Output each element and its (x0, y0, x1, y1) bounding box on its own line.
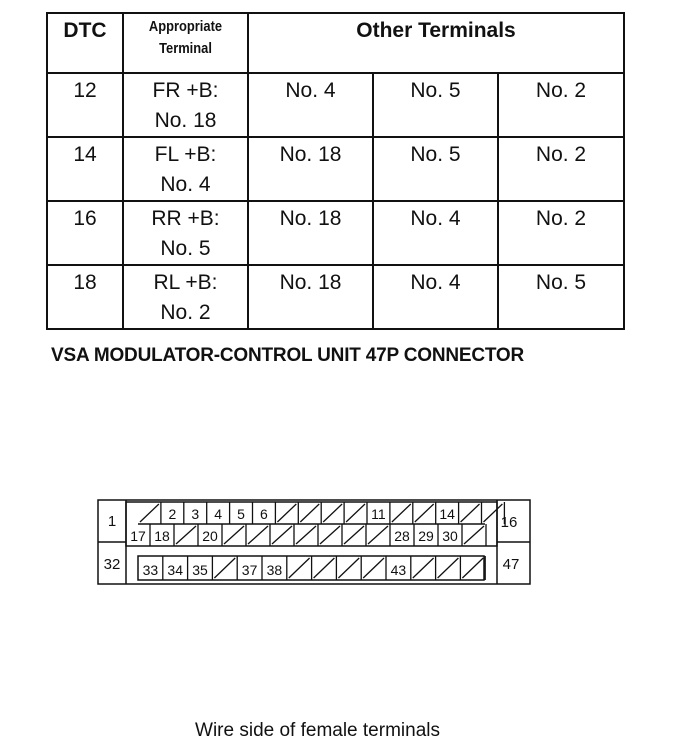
pin-number: 38 (266, 562, 283, 578)
connector-caption: Wire side of female terminals (195, 720, 440, 741)
empty-pin-slash (248, 526, 268, 544)
dtc-cell: 18 (47, 265, 123, 329)
pin-number: 18 (154, 528, 170, 544)
pin-number: 4 (214, 506, 223, 522)
empty-pin-slash (438, 558, 459, 578)
header-dtc: DTC (47, 13, 123, 73)
empty-pin-slash (272, 526, 292, 544)
pin-number: 2 (168, 506, 177, 522)
pin-number: 5 (237, 506, 245, 522)
pin-number: 34 (167, 562, 183, 578)
pin-number: 37 (241, 562, 258, 578)
pin-number: 3 (191, 506, 200, 522)
appropriate-line1: RR +B: (151, 207, 220, 230)
pin-number: 43 (390, 562, 407, 578)
pin-number: 11 (371, 506, 386, 522)
empty-pin-slash (296, 526, 316, 544)
empty-pin-slash (415, 504, 434, 522)
header-appropriate-line1: Appropriate (148, 18, 223, 35)
empty-pin-slash (461, 504, 480, 522)
other-terminal-cell: No. 4 (373, 201, 498, 265)
empty-pin-slash (338, 558, 359, 578)
empty-pin-slash (314, 558, 335, 578)
dtc-cell: 12 (47, 73, 123, 137)
other-terminal-cell: No. 2 (498, 137, 624, 201)
empty-pin-slash (176, 526, 196, 544)
appropriate-line1: RL +B: (153, 271, 218, 294)
other-terminal-cell: No. 4 (373, 265, 498, 329)
other-terminal-cell: No. 4 (248, 73, 373, 137)
pin-number: 35 (192, 562, 208, 578)
other-terminal-cell: No. 2 (498, 73, 624, 137)
other-terminal-cell: No. 18 (248, 265, 373, 329)
other-terminal-cell: No. 18 (248, 201, 373, 265)
empty-pin-slash (300, 504, 319, 522)
empty-pin-slash (277, 504, 296, 522)
empty-pin-slash (346, 504, 365, 522)
end-pin-top-right: 16 (500, 514, 518, 531)
header-other-terminals: Other Terminals (248, 13, 624, 73)
empty-pin-slash (363, 558, 384, 578)
pin-number: 6 (260, 506, 268, 522)
other-terminal-cell: No. 5 (373, 137, 498, 201)
appropriate-line2: No. 2 (160, 301, 211, 324)
empty-pin-slash (214, 558, 235, 578)
connector-title: VSA MODULATOR-CONTROL UNIT 47P CONNECTOR (51, 345, 525, 366)
other-terminal-cell: No. 5 (373, 73, 498, 137)
dtc-cell: 14 (47, 137, 123, 201)
pin-number: 28 (394, 528, 410, 544)
pin-number: 14 (439, 506, 455, 522)
empty-pin-slash (462, 558, 483, 578)
empty-pin-slash (140, 504, 159, 522)
empty-pin-slash (323, 504, 342, 522)
header-appropriate-line2: Terminal (159, 40, 212, 57)
empty-pin-slash (368, 526, 388, 544)
empty-pin-slash (320, 526, 340, 544)
appropriate-line2: No. 4 (160, 173, 211, 196)
empty-pin-slash (289, 558, 310, 578)
appropriate-line1: FR +B: (152, 79, 219, 102)
pin-number: 33 (142, 562, 159, 578)
other-terminal-cell: No. 2 (498, 201, 624, 265)
end-pin-bottom-left: 32 (103, 556, 121, 573)
pin-number: 20 (202, 528, 218, 544)
empty-pin-slash (224, 526, 244, 544)
pin-number: 30 (442, 528, 458, 544)
pin-number: 17 (130, 528, 146, 544)
appropriate-line1: FL +B: (154, 143, 217, 166)
appropriate-line2: No. 5 (160, 237, 211, 260)
other-terminal-cell: No. 18 (248, 137, 373, 201)
empty-pin-slash (344, 526, 364, 544)
other-terminal-cell: No. 5 (498, 265, 624, 329)
appropriate-line2: No. 18 (154, 109, 217, 132)
dtc-cell: 16 (47, 201, 123, 265)
empty-pin-slash (413, 558, 434, 578)
end-pin-top-left: 1 (107, 513, 117, 530)
pin-number: 29 (418, 528, 434, 544)
empty-pin-slash (392, 504, 411, 522)
empty-pin-slash (484, 504, 503, 522)
empty-pin-slash (464, 526, 484, 544)
end-pin-bottom-right: 47 (502, 556, 520, 573)
